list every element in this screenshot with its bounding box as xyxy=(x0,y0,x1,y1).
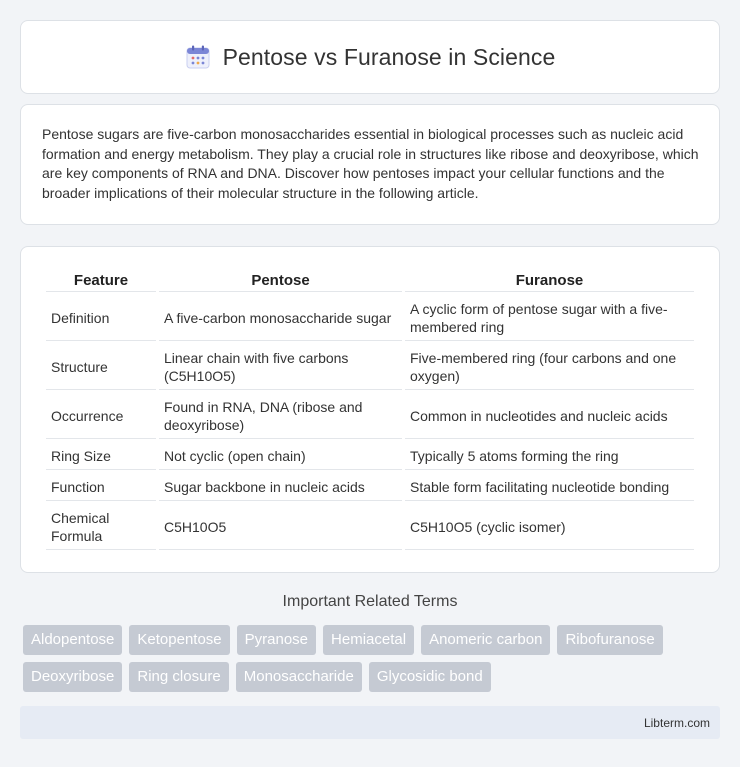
term-tag-ring-closure[interactable]: Ring closure xyxy=(129,662,228,692)
table-row xyxy=(46,441,694,470)
header-card xyxy=(20,20,720,94)
table-row xyxy=(46,392,694,439)
footer-site-link[interactable]: Libterm.com xyxy=(643,715,710,730)
cell-pentose: A five-carbon monosaccharide sugar xyxy=(159,294,402,341)
comparison-table-card xyxy=(20,246,720,573)
cell-pentose: Sugar backbone in nucleic acids xyxy=(159,472,402,501)
term-tag-anomeric-carbon[interactable]: Anomeric carbon xyxy=(421,625,550,655)
cell-pentose: Not cyclic (open chain) xyxy=(159,441,402,470)
cell-feature: Chemical Formula xyxy=(46,503,156,550)
cell-pentose: Linear chain with five carbons (C5H10O5) xyxy=(159,343,402,390)
term-tag-hemiacetal[interactable]: Hemiacetal xyxy=(323,625,414,655)
related-terms-list xyxy=(20,625,720,692)
term-tag-aldopentose[interactable]: Aldopentose xyxy=(23,625,122,655)
calendar-grid-icon xyxy=(185,44,211,70)
table-header-row xyxy=(46,268,694,292)
comparison-table xyxy=(43,266,697,552)
cell-furanose: Stable form facilitating nucleotide bonding xyxy=(405,472,694,501)
header-feature: Feature xyxy=(46,268,156,292)
cell-furanose: C5H10O5 (cyclic isomer) xyxy=(405,503,694,550)
cell-furanose: Five-membered ring (four carbons and one oxygen) xyxy=(405,343,694,390)
cell-feature: Occurrence xyxy=(46,392,156,439)
table-row xyxy=(46,294,694,341)
header-pentose: Pentose xyxy=(159,268,402,292)
cell-furanose: Common in nucleotides and nucleic acids xyxy=(405,392,694,439)
table-row xyxy=(46,503,694,550)
term-tag-ribofuranose[interactable]: Ribofuranose xyxy=(557,625,662,655)
intro-text: Pentose sugars are five-carbon monosaccharides essential in biological processes such as nucleic acid formation and energy metabolism. They play a crucial role in structures like ribose and deoxyribose, which are key components of RNA and DNA. Discover how pentoses impact your cellular functions and the broader implications of their molecular structure in the following article. xyxy=(42,126,699,201)
term-tag-pyranose[interactable]: Pyranose xyxy=(237,625,316,655)
header-furanose: Furanose xyxy=(405,268,694,292)
footer-bar xyxy=(20,706,720,739)
table-row xyxy=(46,343,694,390)
cell-pentose: C5H10O5 xyxy=(159,503,402,550)
cell-furanose: Typically 5 atoms forming the ring xyxy=(405,441,694,470)
term-tag-glycosidic-bond[interactable]: Glycosidic bond xyxy=(369,662,491,692)
term-tag-ketopentose[interactable]: Ketopentose xyxy=(129,625,229,655)
term-tag-monosaccharide[interactable]: Monosaccharide xyxy=(236,662,362,692)
cell-pentose: Found in RNA, DNA (ribose and deoxyribose) xyxy=(159,392,402,439)
term-tag-deoxyribose[interactable]: Deoxyribose xyxy=(23,662,122,692)
cell-furanose: A cyclic form of pentose sugar with a five-membered ring xyxy=(405,294,694,341)
intro-card xyxy=(20,104,720,225)
cell-feature: Definition xyxy=(46,294,156,341)
cell-feature: Function xyxy=(46,472,156,501)
page-title: Pentose vs Furanose in Science xyxy=(222,43,556,70)
cell-feature: Structure xyxy=(46,343,156,390)
cell-feature: Ring Size xyxy=(46,441,156,470)
table-row xyxy=(46,472,694,501)
related-terms-title: Important Related Terms xyxy=(282,593,458,610)
